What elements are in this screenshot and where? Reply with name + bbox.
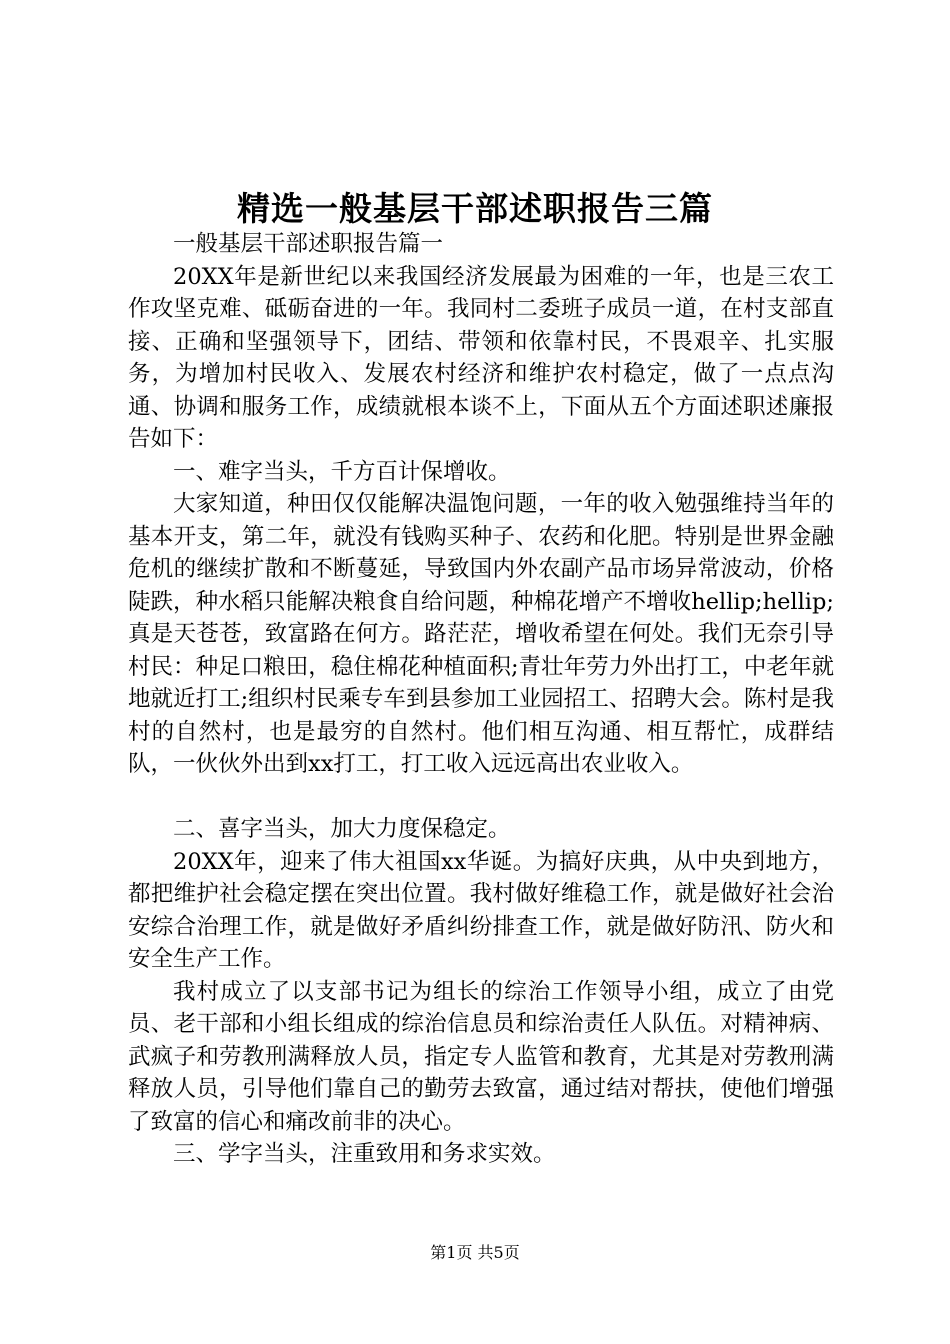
paragraph: 20XX年，迎来了伟大祖国xx华诞。为搞好庆典，从中央到地方，都把维护社会稳定摆在突出位置。我村做好维稳工作，就是做好社会治安综合治理工作，就是做好矛盾纠纷排查工作，就是做好防汛、防火和安全生产工作。 — [128, 848, 834, 972]
page-footer: 第1页 共5页 — [430, 1243, 520, 1262]
paragraph: 大家知道，种田仅仅能解决温饱问题，一年的收入勉强维持当年的基本开支，第二年，就没有钱购买种子、农药和化肥。特别是世界金融危机的继续扩散和不断蔓延，导致国内外农副产品市场异常波动，价格陡跌，种水稻只能解决粮食自给问题，种棉花增产不增收hellip;hellip;真是天苍苍，致富路在何方。路茫茫，增收希望在何处。我们无奈引导村民：种足口粮田，稳住棉花种植面积;青壮年劳力外出打工，中老年就地就近打工;组织村民乘专车到县参加工业园招工、招聘大会。陈村是我村的自然村，也是最穷的自然村。他们相互沟通、相互帮忙，成群结队，一伙伙外出到xx打工，打工收入远远高出农业收入。 — [128, 491, 834, 777]
blank-line — [128, 781, 834, 814]
section-heading: 一、难字当头，千方百计保增收。 — [173, 458, 511, 485]
section-heading: 三、学字当头，注重致用和务求实效。 — [173, 1141, 556, 1167]
section-heading: 二、喜字当头，加大力度保稳定。 — [173, 816, 511, 842]
section-heading: 一般基层干部述职报告篇一 — [173, 231, 444, 257]
paragraph: 我村成立了以支部书记为组长的综治工作领导小组，成立了由党员、老干部和小组长组成的综治信息员和综治责任人队伍。对精神病、武疯子和劳教刑满释放人员，指定专人监管和教育，尤其是对劳教刑满释放人员，引导他们靠自己的勤劳去致富，通过结对帮扶，使他们增强了致富的信心和痛改前非的决心。 — [128, 978, 834, 1135]
document-title: 精选一般基层干部述职报告三篇 — [237, 189, 713, 228]
document-body — [128, 228, 834, 1171]
paragraph: 20XX年是新世纪以来我国经济发展最为困难的一年，也是三农工作攻坚克难、砥砺奋进的一年。我同村二委班子成员一道，在村支部直接、正确和坚强领导下，团结、带领和依靠村民，不畏艰辛、扎实服务，为增加村民收入、发展农村经济和维护农村稳定，做了一点点沟通、协调和服务工作，成绩就根本谈不上，下面从五个方面述职述廉报告如下： — [128, 263, 834, 452]
